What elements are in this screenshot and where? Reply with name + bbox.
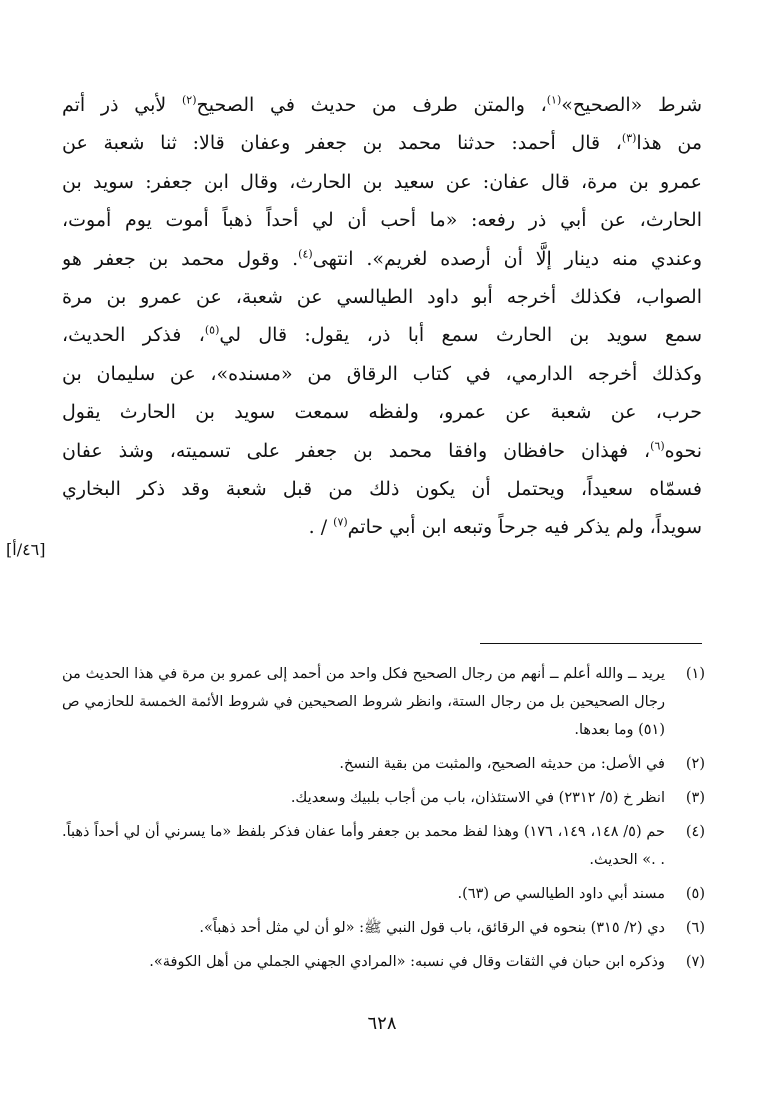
text-line (62, 124, 702, 162)
text-line (62, 508, 702, 546)
footnote-text: وذكره ابن حبان في الثقات وقال في نسبه: «المرادي الجهني الجملي من أهل الكوفة». (149, 954, 665, 970)
footnote-ref[interactable]: (١) (546, 93, 562, 107)
text-segment: عمرو بن مرة، قال عفان: عن سعيد بن الحارث، وقال ابن جعفر: سويد بن (62, 170, 702, 193)
text-segment: سويداً، ولم يذكر فيه جرحاً وتبعه ابن أبي حاتم (347, 516, 702, 539)
text-line (62, 163, 702, 201)
footnote-ref[interactable]: (٧) (333, 515, 348, 529)
footnote-text: انظر خ (٥/ ٢٣١٢) في الاستئذان، باب من أجاب بلبيك وسعديك. (290, 790, 665, 806)
text-segment: الصواب، فكذلك أخرجه أبو داود الطيالسي عن شعبة، عن عمرو بن مرة (62, 285, 702, 308)
footnote-ref[interactable]: (٥) (204, 324, 220, 338)
text-segment: لأبي ذر أتم (62, 94, 182, 116)
footnote-number: (٤) (685, 824, 705, 840)
text-segment: ، والمتن طرف من حديث في الصحيح (196, 94, 547, 116)
footnotes (62, 660, 705, 982)
text-line (62, 201, 702, 239)
marginal-folio-note: [٤٦/أ] (6, 540, 46, 559)
text-line (62, 355, 702, 393)
footnote (62, 948, 705, 976)
footnote (62, 818, 705, 874)
text-segment: ، قال أحمد: حدثنا محمد بن جعفر وعفان قالا: ثنا شعبة عن (62, 132, 622, 155)
text-segment: من هذا (636, 132, 702, 155)
text-segment: فسمّاه سعيداً، ويحتمل أن يكون ذلك من قبل شعبة وقد ذكر البخاري (62, 477, 702, 500)
text-segment: نحوه (664, 439, 702, 462)
footnote (62, 750, 705, 778)
footnote-text: دي (٢/ ٣١٥) بنحوه في الرقائق، باب قول النبي ﷺ: «لو أن لي مثل أحد ذهباً». (199, 920, 665, 936)
text-line (62, 86, 702, 124)
text-segment: ، فهذان حافظان وافقا محمد بن جعفر على تسميته، وشذ عفان (62, 439, 651, 462)
text-segment: وكذلك أخرجه الدارمي، في كتاب الرقاق من «مسنده»، عن سليمان بن (62, 362, 702, 385)
footnote (62, 660, 705, 744)
footnote-text: حم (٥/ ١٤٨، ١٤٩، ١٧٦) وهذا لفظ محمد بن جعفر وأما عفان فذكر بلفظ «ما يسرني أن لي أحداً ذهباً. . .» الحديث. (62, 824, 665, 868)
text-line (62, 316, 702, 354)
text-segment: شرط «الصحيح» (561, 94, 702, 116)
text-segment: الحارث، عن أبي ذر رفعه: «ما أحب أن لي أحداً ذهباً أموت يوم أموت، (62, 209, 702, 232)
main-text (62, 86, 702, 547)
footnote-text: في الأصل: من حديثه الصحيح، والمثبت من بقية النسخ. (339, 756, 665, 772)
footnote-number: (٦) (685, 920, 705, 936)
text-segment: وعندي منه دينار إلَّا أن أرصده لغريم». انتهى (312, 247, 702, 270)
text-segment: حرب، عن شعبة عن عمرو، ولفظه سمعت سويد بن الحارث يقول (62, 401, 702, 424)
footnote-ref[interactable]: (٢) (181, 93, 197, 107)
footnote-number: (٢) (685, 756, 705, 772)
text-line (62, 470, 702, 508)
page-number: ٦٢٨ (367, 1013, 397, 1034)
footnote-text: يريد ــ والله أعلم ــ أنهم من رجال الصحيح فكل واحد من أحمد إلى عمرو بن مرة في هذا الحديث من رجال الصحيحين بل من رجال الستة، وانظر شروط الصحيحين في شروط الأئمة الخمسة للحازمي ص (٥١) وما بعدها. (62, 666, 665, 738)
text-segment: . وقول محمد بن جعفر هو (62, 247, 299, 270)
footnote-number: (٣) (685, 790, 705, 806)
text-line (62, 278, 702, 316)
footnote-text: مسند أبي داود الطيالسي ص (٦٣). (457, 886, 665, 902)
footnote (62, 784, 705, 812)
footnote-number: (٥) (685, 886, 705, 902)
text-segment: / . (308, 516, 334, 539)
text-segment: سمع سويد بن الحارث سمع أبا ذر، يقول: قال لي (219, 324, 702, 347)
footnote-number: (١) (685, 666, 705, 682)
text-segment: ، فذكر الحديث، (62, 324, 205, 347)
footnote (62, 880, 705, 908)
footnote-separator (480, 643, 702, 644)
text-line (62, 240, 702, 278)
footnote-number: (٧) (685, 954, 705, 970)
text-line (62, 393, 702, 431)
footnote-ref[interactable]: (٤) (298, 247, 313, 261)
footnote (62, 914, 705, 942)
footnote-ref[interactable]: (٦) (650, 439, 665, 453)
text-line (62, 432, 702, 470)
footnote-ref[interactable]: (٣) (621, 132, 637, 146)
